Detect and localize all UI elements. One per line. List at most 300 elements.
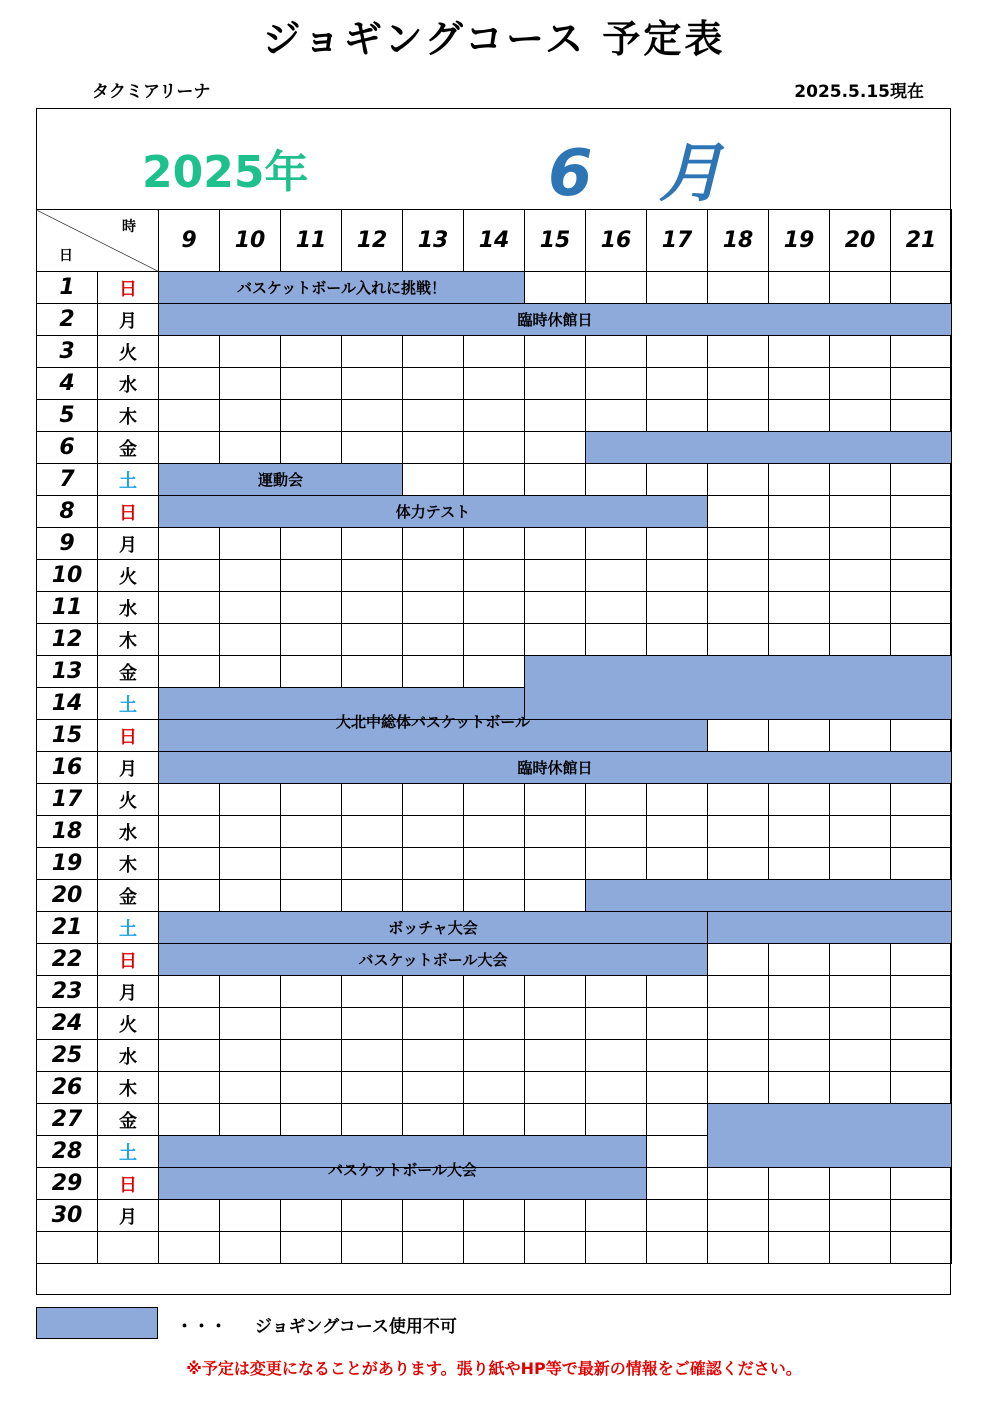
- table-row: [37, 1232, 952, 1264]
- slot-cell: [342, 656, 403, 688]
- legend-label: ジョギングコース使用不可: [254, 1317, 457, 1337]
- slot-cell: [830, 1200, 891, 1232]
- slot-cell: [769, 1168, 830, 1200]
- slot-cell: [830, 944, 891, 976]
- slot-cell: [464, 624, 525, 656]
- slot-cell: [708, 1168, 769, 1200]
- blocked-slot: 体力テスト: [159, 496, 708, 528]
- slot-cell: [891, 1232, 952, 1264]
- slot-cell: [220, 656, 281, 688]
- slot-cell: [891, 1040, 952, 1072]
- slot-cell: [464, 784, 525, 816]
- slot-cell: [647, 816, 708, 848]
- slot-cell: [220, 976, 281, 1008]
- slot-cell: [464, 848, 525, 880]
- slot-cell: [769, 1232, 830, 1264]
- slot-cell: [159, 560, 220, 592]
- slot-cell: [891, 816, 952, 848]
- slot-cell: [708, 720, 769, 752]
- hour-header-cell: 20: [830, 210, 891, 272]
- slot-cell: [830, 560, 891, 592]
- slot-cell: [464, 336, 525, 368]
- slot-cell: [281, 1104, 342, 1136]
- table-row: [37, 1008, 952, 1040]
- slot-cell: [586, 1072, 647, 1104]
- slot-cell: [708, 1200, 769, 1232]
- slot-cell: [342, 784, 403, 816]
- day-cell: 15: [37, 720, 98, 752]
- slot-cell: [342, 1040, 403, 1072]
- slot-cell: [464, 1232, 525, 1264]
- weekday-cell: 日: [98, 944, 159, 976]
- slot-cell: [769, 976, 830, 1008]
- slot-cell: [830, 848, 891, 880]
- slot-cell: [708, 1040, 769, 1072]
- slot-cell: [525, 816, 586, 848]
- table-row: [37, 592, 952, 624]
- slot-cell: [586, 336, 647, 368]
- slot-cell: [403, 624, 464, 656]
- slot-cell: [464, 816, 525, 848]
- slot-cell: [708, 784, 769, 816]
- slot-cell: [342, 1232, 403, 1264]
- slot-cell: [647, 336, 708, 368]
- table-row: [37, 1040, 952, 1072]
- weekday-cell: 月: [98, 1200, 159, 1232]
- table-row: [37, 464, 952, 496]
- slot-cell: [281, 592, 342, 624]
- day-corner-label: 日: [59, 248, 73, 264]
- slot-cell: [891, 560, 952, 592]
- slot-cell: [769, 1200, 830, 1232]
- hour-header-cell: 14: [464, 210, 525, 272]
- slot-cell: [647, 1200, 708, 1232]
- slot-cell: [769, 816, 830, 848]
- slot-cell: [891, 1200, 952, 1232]
- slot-cell: [403, 1040, 464, 1072]
- day-cell: 3: [37, 336, 98, 368]
- slot-cell: [403, 1072, 464, 1104]
- slot-cell: [281, 880, 342, 912]
- slot-cell: [464, 592, 525, 624]
- slot-cell: [525, 976, 586, 1008]
- day-cell: 14: [37, 688, 98, 720]
- slot-cell: [891, 1008, 952, 1040]
- slot-cell: [525, 336, 586, 368]
- day-cell: 4: [37, 368, 98, 400]
- slot-cell: [281, 624, 342, 656]
- slot-cell: [647, 1008, 708, 1040]
- slot-cell: [159, 848, 220, 880]
- table-row: [37, 912, 952, 944]
- table-row: [37, 944, 952, 976]
- weekday-cell: 日: [98, 272, 159, 304]
- slot-cell: [891, 496, 952, 528]
- slot-cell: [220, 336, 281, 368]
- slot-cell: [464, 880, 525, 912]
- slot-cell: [708, 848, 769, 880]
- slot-cell: [586, 592, 647, 624]
- weekday-cell: 木: [98, 624, 159, 656]
- day-cell: 30: [37, 1200, 98, 1232]
- slot-cell: [281, 1072, 342, 1104]
- slot-cell: [891, 784, 952, 816]
- weekday-cell: 日: [98, 720, 159, 752]
- table-row: [37, 272, 952, 304]
- slot-cell: [220, 560, 281, 592]
- weekday-cell: 日: [98, 1168, 159, 1200]
- table-row: [37, 976, 952, 1008]
- slot-cell: [830, 1040, 891, 1072]
- slot-cell: [830, 336, 891, 368]
- weekday-cell: 金: [98, 1104, 159, 1136]
- slot-cell: [403, 784, 464, 816]
- slot-cell: [464, 1040, 525, 1072]
- slot-cell: [891, 944, 952, 976]
- slot-cell: [586, 1200, 647, 1232]
- slot-cell: [281, 848, 342, 880]
- slot-cell: [220, 1072, 281, 1104]
- slot-cell: [342, 976, 403, 1008]
- slot-cell: [220, 432, 281, 464]
- hour-header-cell: 15: [525, 210, 586, 272]
- slot-cell: [159, 784, 220, 816]
- slot-cell: [220, 816, 281, 848]
- slot-cell: [769, 720, 830, 752]
- slot-cell: [403, 432, 464, 464]
- table-row: [37, 848, 952, 880]
- slot-cell: [525, 1008, 586, 1040]
- table-row: [37, 816, 952, 848]
- slot-cell: [891, 1072, 952, 1104]
- slot-cell: [464, 400, 525, 432]
- slot-cell: [647, 1072, 708, 1104]
- slot-cell: [464, 1072, 525, 1104]
- slot-cell: [891, 976, 952, 1008]
- slot-cell: [525, 528, 586, 560]
- slot-cell: [769, 400, 830, 432]
- table-row: [37, 528, 952, 560]
- slot-cell: [342, 1008, 403, 1040]
- slot-cell: [830, 1008, 891, 1040]
- hour-header-cell: 21: [891, 210, 952, 272]
- slot-cell: [769, 336, 830, 368]
- as-of-date: 2025.5.15現在: [794, 82, 924, 102]
- slot-cell: [159, 1200, 220, 1232]
- slot-cell: [220, 592, 281, 624]
- blocked-slot: 運動会: [159, 464, 403, 496]
- slot-cell: [830, 272, 891, 304]
- weekday-cell: 月: [98, 528, 159, 560]
- table-row: [37, 368, 952, 400]
- weekday-cell: 火: [98, 560, 159, 592]
- slot-cell: [586, 1104, 647, 1136]
- slot-cell: [403, 368, 464, 400]
- weekday-cell: 金: [98, 880, 159, 912]
- day-cell: 21: [37, 912, 98, 944]
- slot-cell: [464, 528, 525, 560]
- slot-cell: [281, 976, 342, 1008]
- month-header: [36, 108, 951, 209]
- slot-cell: [891, 528, 952, 560]
- slot-cell: [342, 1104, 403, 1136]
- slot-cell: [281, 560, 342, 592]
- table-row: [37, 496, 952, 528]
- day-cell: 29: [37, 1168, 98, 1200]
- slot-cell: [891, 848, 952, 880]
- table-row: [37, 1072, 952, 1104]
- slot-cell: [769, 1040, 830, 1072]
- day-cell: 10: [37, 560, 98, 592]
- slot-cell: [159, 816, 220, 848]
- slot-cell: [586, 1040, 647, 1072]
- day-cell: 18: [37, 816, 98, 848]
- weekday-cell: 金: [98, 656, 159, 688]
- slot-cell: [403, 1200, 464, 1232]
- slot-cell: [586, 976, 647, 1008]
- slot-cell: [403, 464, 464, 496]
- slot-cell: [647, 592, 708, 624]
- day-cell: 24: [37, 1008, 98, 1040]
- hour-header-cell: 11: [281, 210, 342, 272]
- slot-cell: [586, 560, 647, 592]
- slot-cell: [159, 976, 220, 1008]
- weekday-cell: 水: [98, 816, 159, 848]
- table-row: [37, 336, 952, 368]
- day-cell: 8: [37, 496, 98, 528]
- slot-cell: [525, 624, 586, 656]
- slot-cell: [708, 944, 769, 976]
- slot-cell: [708, 400, 769, 432]
- month-label: 6 月: [548, 137, 745, 211]
- day-cell: 19: [37, 848, 98, 880]
- slot-cell: [830, 976, 891, 1008]
- year-label: 2025年: [142, 147, 309, 198]
- slot-cell: [708, 336, 769, 368]
- slot-cell: [647, 1232, 708, 1264]
- slot-cell: [342, 592, 403, 624]
- slot-cell: [220, 400, 281, 432]
- slot-cell: [708, 560, 769, 592]
- slot-cell: [708, 624, 769, 656]
- notice-text: ※予定は変更になることがあります。張り紙やHP等で最新の情報をご確認ください。: [186, 1359, 802, 1378]
- slot-cell: [464, 432, 525, 464]
- slot-cell: [159, 336, 220, 368]
- slot-cell: [525, 880, 586, 912]
- slot-cell: [586, 528, 647, 560]
- slot-cell: [647, 400, 708, 432]
- blocked-slot: バスケットボール大会: [159, 944, 708, 976]
- weekday-cell: 月: [98, 976, 159, 1008]
- hour-header-cell: 12: [342, 210, 403, 272]
- slot-cell: [464, 1104, 525, 1136]
- slot-cell: [769, 944, 830, 976]
- slot-cell: [159, 592, 220, 624]
- slot-cell: [525, 1232, 586, 1264]
- day-cell: 25: [37, 1040, 98, 1072]
- table-row: [37, 624, 952, 656]
- slot-cell: [525, 1104, 586, 1136]
- slot-cell: [342, 560, 403, 592]
- slot-cell: [891, 1168, 952, 1200]
- weekday-cell: 水: [98, 368, 159, 400]
- slot-cell: [525, 368, 586, 400]
- slot-cell: [769, 1072, 830, 1104]
- blocked-slot: 臨時休館日: [159, 304, 952, 336]
- day-cell: 20: [37, 880, 98, 912]
- slot-cell: [220, 784, 281, 816]
- table-row: [37, 1200, 952, 1232]
- slot-cell: [403, 1104, 464, 1136]
- slot-cell: [830, 720, 891, 752]
- slot-cell: [403, 656, 464, 688]
- slot-cell: [830, 1072, 891, 1104]
- slot-cell: [342, 1072, 403, 1104]
- slot-cell: [403, 592, 464, 624]
- slot-cell: [525, 272, 586, 304]
- slot-cell: [281, 400, 342, 432]
- weekday-cell: 火: [98, 336, 159, 368]
- weekday-cell: 土: [98, 912, 159, 944]
- table-row: [37, 752, 952, 784]
- slot-cell: [342, 400, 403, 432]
- weekday-cell: 月: [98, 304, 159, 336]
- slot-cell: [403, 528, 464, 560]
- slot-cell: [464, 1008, 525, 1040]
- slot-cell: [403, 336, 464, 368]
- hour-header-cell: 13: [403, 210, 464, 272]
- slot-cell: [708, 1008, 769, 1040]
- slot-cell: [159, 880, 220, 912]
- slot-cell: [403, 880, 464, 912]
- weekday-cell: 土: [98, 688, 159, 720]
- slot-cell: [464, 464, 525, 496]
- slot-cell: [708, 464, 769, 496]
- slot-cell: [769, 272, 830, 304]
- slot-cell: [830, 816, 891, 848]
- blocked-slot: 臨時休館日: [159, 752, 952, 784]
- slot-cell: [830, 400, 891, 432]
- slot-cell: [586, 400, 647, 432]
- day-cell: 28: [37, 1136, 98, 1168]
- slot-cell: [891, 400, 952, 432]
- slot-cell: [647, 1104, 708, 1136]
- slot-cell: [647, 624, 708, 656]
- weekday-cell: 水: [98, 1040, 159, 1072]
- slot-cell: [281, 656, 342, 688]
- slot-cell: [769, 624, 830, 656]
- slot-cell: [159, 400, 220, 432]
- hour-header-row: [37, 210, 952, 272]
- slot-cell: [586, 784, 647, 816]
- slot-cell: [220, 1200, 281, 1232]
- slot-cell: [525, 848, 586, 880]
- slot-cell: [647, 560, 708, 592]
- slot-cell: [647, 1168, 708, 1200]
- hour-header-cell: 16: [586, 210, 647, 272]
- slot-cell: [769, 848, 830, 880]
- slot-cell: [647, 368, 708, 400]
- table-row: [37, 656, 952, 688]
- slot-cell: [342, 1200, 403, 1232]
- slot-cell: [830, 1168, 891, 1200]
- slot-cell: [159, 1072, 220, 1104]
- slot-cell: [769, 784, 830, 816]
- slot-cell: [281, 784, 342, 816]
- slot-cell: [769, 592, 830, 624]
- slot-cell: [830, 592, 891, 624]
- slot-cell: [525, 464, 586, 496]
- slot-cell: [586, 464, 647, 496]
- slot-cell: [464, 656, 525, 688]
- day-cell: 2: [37, 304, 98, 336]
- slot-cell: [891, 720, 952, 752]
- slot-cell: [403, 400, 464, 432]
- slot-cell: [159, 432, 220, 464]
- slot-cell: [281, 336, 342, 368]
- slot-cell: [830, 784, 891, 816]
- slot-cell: [769, 1008, 830, 1040]
- slot-cell: [464, 1200, 525, 1232]
- slot-cell: [281, 528, 342, 560]
- slot-cell: [647, 528, 708, 560]
- hour-header-cell: 9: [159, 210, 220, 272]
- slot-cell: [220, 624, 281, 656]
- slot-cell: [464, 976, 525, 1008]
- slot-cell: [159, 368, 220, 400]
- slot-cell: [403, 976, 464, 1008]
- slot-cell: [342, 816, 403, 848]
- day-cell: 13: [37, 656, 98, 688]
- slot-cell: [220, 1232, 281, 1264]
- slot-cell: [769, 496, 830, 528]
- slot-cell: [159, 1040, 220, 1072]
- weekday-cell: 木: [98, 1072, 159, 1104]
- weekday-cell: 火: [98, 784, 159, 816]
- day-cell: 9: [37, 528, 98, 560]
- slot-cell: [281, 1008, 342, 1040]
- slot-cell: [830, 624, 891, 656]
- day-cell: 26: [37, 1072, 98, 1104]
- slot-cell: [403, 848, 464, 880]
- slot-cell: [220, 368, 281, 400]
- blocked-slot: バスケットボール入れに挑戦！: [159, 272, 525, 304]
- legend-swatch: [36, 1307, 158, 1339]
- table-row: [37, 560, 952, 592]
- slot-cell: [769, 560, 830, 592]
- weekday-cell: 火: [98, 1008, 159, 1040]
- slot-cell: [708, 272, 769, 304]
- slot-cell: [403, 1232, 464, 1264]
- slot-cell: [525, 1200, 586, 1232]
- slot-cell: [281, 368, 342, 400]
- slot-cell: [586, 1232, 647, 1264]
- slot-cell: [281, 816, 342, 848]
- slot-cell: [769, 368, 830, 400]
- slot-cell: [220, 880, 281, 912]
- hour-header-cell: 18: [708, 210, 769, 272]
- slot-cell: [159, 624, 220, 656]
- slot-cell: [830, 1232, 891, 1264]
- schedule-table: [36, 209, 952, 1264]
- slot-cell: [342, 368, 403, 400]
- hour-corner-label: 時: [122, 219, 136, 235]
- day-cell: 7: [37, 464, 98, 496]
- slot-cell: [708, 496, 769, 528]
- weekday-cell: 木: [98, 848, 159, 880]
- day-cell: 12: [37, 624, 98, 656]
- slot-cell: [342, 880, 403, 912]
